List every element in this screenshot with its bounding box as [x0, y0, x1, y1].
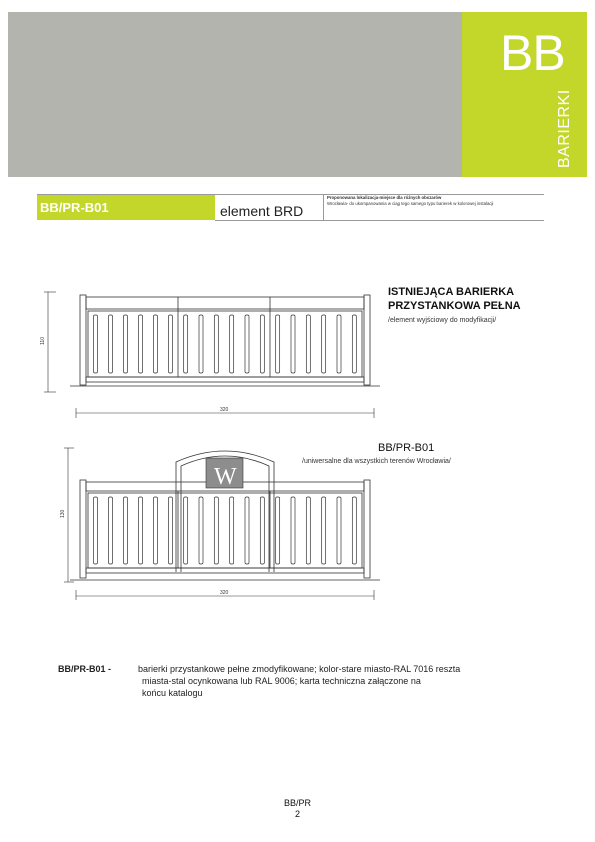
description-line1-row — [58, 663, 558, 675]
barrier1-bar — [245, 315, 249, 373]
barrier2-bar — [260, 497, 264, 564]
barrier1-bar — [260, 315, 264, 373]
page-footer — [0, 798, 595, 820]
barrier2-bars — [94, 497, 357, 564]
element-code: BB/PR-B01 — [40, 200, 109, 215]
barrier1-bar — [306, 315, 310, 373]
barrier1-bars — [94, 315, 357, 373]
barrier2-bar — [154, 497, 158, 564]
location-note-title: Proponowana lokalizacja-miejsce dla różnych obszarów — [327, 195, 442, 200]
drawing1-subtitle: /element wyjściowy do modyfikacji/ — [388, 317, 497, 324]
barrier1-bar — [291, 315, 295, 373]
drawing2-title: BB/PR-B01 — [378, 442, 435, 454]
barrier1-bar — [337, 315, 341, 373]
page-number: 2 — [294, 809, 300, 819]
barrier2-bar — [184, 497, 188, 564]
description-line2: miasta-stal ocynkowana lub RAL 9006; karta techniczna załączone na — [142, 676, 421, 686]
barrier1-height-label: 110 — [40, 337, 46, 345]
barrier2-bar — [214, 497, 218, 564]
section-code: BB — [500, 25, 565, 81]
description-line3: końcu katalogu — [142, 688, 203, 698]
barrier2-bar — [245, 497, 249, 564]
barrier2-bar — [94, 497, 98, 564]
barrier2-bar — [337, 497, 341, 564]
barrier1-width-label: 320 — [220, 407, 229, 413]
barrier2-bar — [306, 497, 310, 564]
drawing1-title — [388, 285, 588, 313]
description-line1: barierki przystankowe pełne zmodyfikowane; kolor-stare miasto-RAL 7016 reszta — [138, 664, 461, 674]
barrier2-panel — [88, 493, 362, 568]
barrier1-bar — [199, 315, 203, 373]
barrier1-top-rail — [86, 297, 364, 309]
barrier1-left-post — [80, 295, 86, 385]
drawing2-subtitle: /uniwersalne dla wszystkich terenów Wrocławia/ — [302, 458, 451, 465]
barrier2-bar — [276, 497, 280, 564]
barrier1-bar — [169, 315, 173, 373]
barrier1-bottom-rail — [86, 377, 364, 382]
barrier2-bar — [169, 497, 173, 564]
barrier1-panel — [88, 311, 362, 377]
barrier1-bar — [276, 315, 280, 373]
element-description — [58, 663, 558, 699]
barrier1-bar — [94, 315, 98, 373]
barrier2-bottom-rail — [86, 568, 364, 573]
barrier1-bar — [322, 315, 326, 373]
barrier1-bar — [352, 315, 356, 373]
barrier2-bar — [322, 497, 326, 564]
w-logo-letter: W — [214, 464, 237, 490]
barrier1-bar — [184, 315, 188, 373]
barrier2-bar — [109, 497, 113, 564]
barrier2-bar — [139, 497, 143, 564]
description-label: BB/PR-B01 - — [58, 664, 112, 674]
barrier2-right-post — [364, 480, 370, 578]
barrier2-width-label: 320 — [220, 590, 229, 596]
barrier1-bar — [214, 315, 218, 373]
barrier2-bar — [124, 497, 128, 564]
drawing1-title-line2: PRZYSTANKOWA PEŁNA — [388, 300, 521, 312]
section-category: BARIERKI — [556, 89, 573, 168]
barrier2-height-label: 130 — [60, 509, 66, 518]
barrier2-bar — [199, 497, 203, 564]
barrier1-bar — [230, 315, 234, 373]
barrier1-bar — [124, 315, 128, 373]
barrier1-bar — [139, 315, 143, 373]
footer-section: BB/PR — [283, 798, 311, 808]
barrier2-bar — [230, 497, 234, 564]
barrier2-bar — [352, 497, 356, 564]
location-note-body: Wrocławia- do ukompanowania w ciąg tego samego typu barierek w kolorowej instalacji — [327, 201, 494, 206]
barrier1-right-post — [364, 295, 370, 385]
drawing-existing-barrier — [70, 295, 380, 386]
drawing1-title-line1: ISTNIEJĄCA BARIERKA — [388, 286, 515, 298]
barrier1-bar — [109, 315, 113, 373]
barrier2-bar — [291, 497, 295, 564]
barrier2-left-post — [80, 480, 86, 578]
barrier1-bar — [154, 315, 158, 373]
element-name: element BRD — [220, 203, 304, 219]
